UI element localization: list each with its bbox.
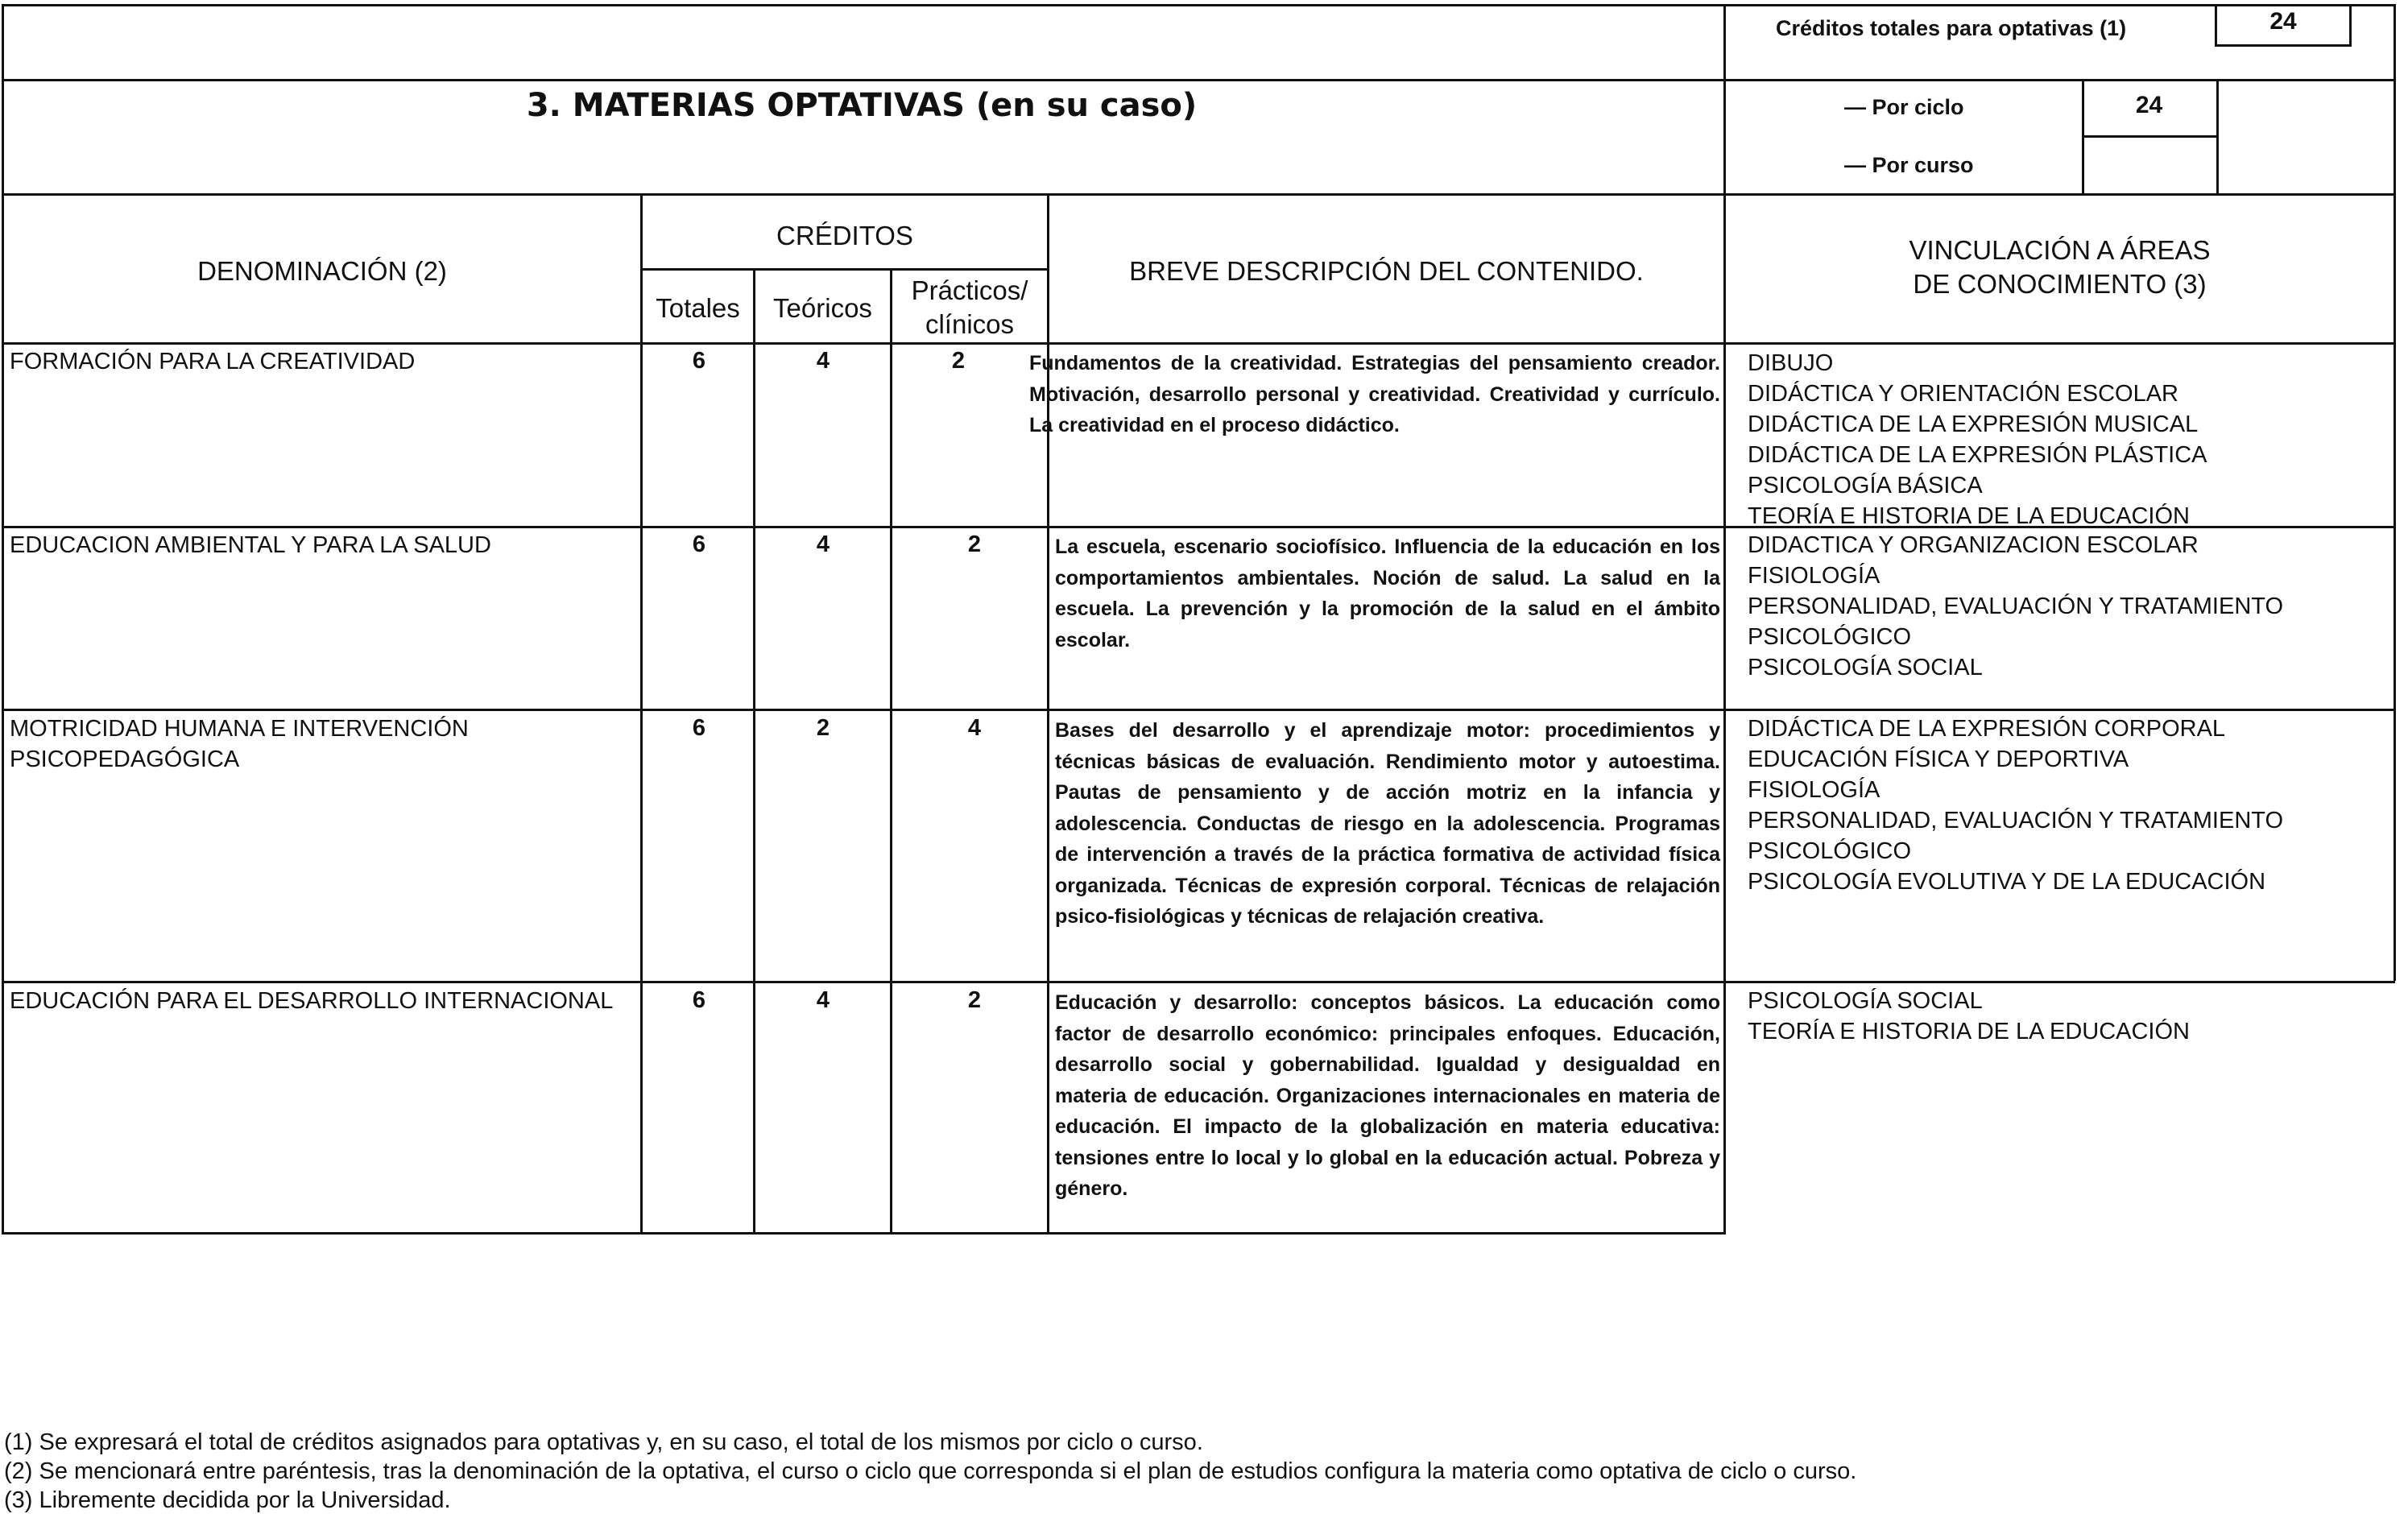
row-totales: 6 — [692, 715, 706, 741]
row-description: La escuela, escenario sociofísico. Influencia de la educación en los comportamientos ambientales. Noción de salud. La salud en la escuela. La prevención y la promoción de la salud en el ámbito escolar. — [1055, 536, 1720, 651]
por-ciclo-label: — Por ciclo — [1844, 95, 1964, 119]
row-name: FORMACIÓN PARA LA CREATIVIDAD — [10, 349, 416, 374]
row-areas: DIDÁCTICA DE LA EXPRESIÓN CORPORAL EDUCACIÓN FÍSICA Y DEPORTIVA FISIOLOGÍA PERSONALIDAD, EVALUACIÓN Y TRATAMIENTO PSICOLÓGICO PSICOLOGÍA EVOLUTIVA Y DE LA EDUCACIÓN — [1748, 716, 2284, 895]
row-practicos: 4 — [967, 715, 982, 741]
header-descripcion: BREVE DESCRIPCIÓN DEL CONTENIDO. — [1129, 256, 1644, 286]
por-curso-label: — Por curso — [1844, 153, 1974, 177]
header-vinculacion: VINCULACIÓN A ÁREAS DE CONOCIMIENTO (3) — [1909, 235, 2211, 299]
row-totales: 6 — [692, 531, 706, 557]
row-name: MOTRICIDAD HUMANA E INTERVENCIÓN PSICOPEDAGÓGICA — [10, 716, 469, 772]
footnote-1: (1) Se expresará el total de créditos asignados para optativas y, en su caso, el total de los mismos por ciclo o curso. — [4, 1429, 1203, 1455]
row-teoricos: 2 — [816, 715, 830, 741]
row-teoricos: 4 — [816, 348, 830, 374]
row-areas: DIBUJO DIDÁCTICA Y ORIENTACIÓN ESCOLAR DIDÁCTICA DE LA EXPRESIÓN MUSICAL DIDÁCTICA DE LA EXPRESIÓN PLÁSTICA PSICOLOGÍA BÁSICA TEORÍA E HISTORIA DE LA EDUCACIÓN — [1748, 350, 2207, 529]
row-description: Fundamentos de la creatividad. Estrategias del pensamiento creador. Motivación, desarrollo personal y creatividad. Creatividad y currículo. La creatividad en el proceso didáctico. — [1029, 352, 1720, 436]
row-totales: 6 — [692, 348, 706, 374]
header-denominacion: DENOMINACIÓN (2) — [197, 256, 447, 286]
row-teoricos: 4 — [816, 987, 830, 1013]
footnote-2: (2) Se mencionará entre paréntesis, tras la denominación de la optativa, el curso o ciclo que corresponda si el plan de estudios configura la materia como optativa de ciclo o curso. — [4, 1458, 1857, 1484]
row-totales: 6 — [692, 987, 706, 1013]
header-teoricos: Teóricos — [773, 293, 872, 323]
row-areas: PSICOLOGÍA SOCIAL TEORÍA E HISTORIA DE LA EDUCACIÓN — [1748, 988, 2190, 1044]
por-ciclo-value: 24 — [2135, 92, 2163, 118]
credits-total-value: 24 — [2269, 8, 2297, 35]
header-practicos: Prácticos/ clínicos — [911, 275, 1028, 339]
row-practicos: 2 — [967, 987, 982, 1013]
row-name: EDUCACIÓN PARA EL DESARROLLO INTERNACIONAL — [10, 988, 614, 1014]
row-areas: DIDACTICA Y ORGANIZACION ESCOLAR FISIOLOGÍA PERSONALIDAD, EVALUACIÓN Y TRATAMIENTO PSICOLÓGICO PSICOLOGÍA SOCIAL — [1748, 532, 2284, 680]
header-totales: Totales — [656, 293, 740, 323]
header-creditos: CRÉDITOS — [776, 221, 913, 250]
row-description: Educación y desarrollo: conceptos básicos. La educación como factor de desarrollo económico: principales enfoques. Educación, desarrollo social y gobernabilidad. Igualdad y desigualdad en materia de educación. Organizaciones internacionales en materia de educación. El impacto de la globalización en materia educativa: tensiones entre lo local y lo global en la educación actual. Pobreza y género. — [1055, 991, 1720, 1200]
page-title: 3. MATERIAS OPTATIVAS (en su caso) — [526, 87, 1198, 124]
credits-total-label: Créditos totales para optativas (1) — [1776, 16, 2127, 40]
row-practicos: 2 — [967, 531, 982, 557]
row-teoricos: 4 — [816, 531, 830, 557]
row-practicos: 2 — [951, 348, 966, 374]
row-name: EDUCACION AMBIENTAL Y PARA LA SALUD — [10, 532, 491, 558]
footnote-3: (3) Libremente decidida por la Universidad. — [4, 1487, 451, 1513]
row-description: Bases del desarrollo y el aprendizaje motor: procedimientos y técnicas básicas de evaluación. Rendimiento motor y autoestima. Pautas de pensamiento y de acción motriz en la infancia y adolescencia. Conductas de riesgo en la adolescencia. Programas de intervención a través de la práctica formativa de actividad física organizada. Técnicas de expresión corporal. Técnicas de relajación psico-fisiológicas y técnicas de relajación creativa. — [1055, 719, 1720, 928]
